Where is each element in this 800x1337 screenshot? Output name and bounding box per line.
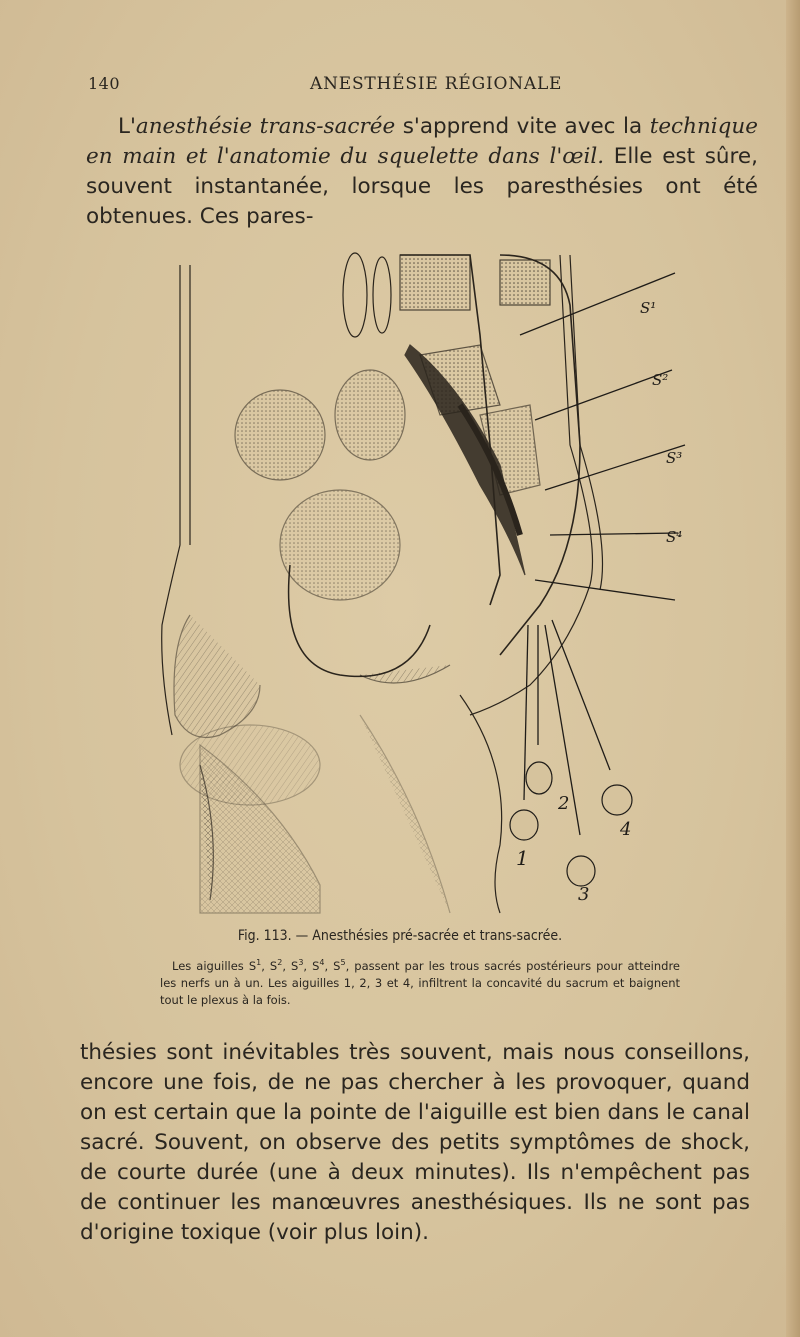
pelvis-illustration	[160, 245, 683, 913]
running-title: ANESTHÉSIE RÉGIONALE	[310, 74, 563, 94]
legend-sup: 2	[277, 958, 283, 967]
page-number: 140	[88, 74, 121, 93]
legend-text: , S	[303, 958, 320, 973]
page-header	[0, 74, 800, 96]
figure-legend	[160, 954, 680, 1009]
paragraph-text: Elle est sûre, souvent instantanée, lorsque les paresthésies ont été obtenues. Ces pares-	[86, 144, 758, 229]
paragraph-top	[86, 112, 758, 232]
paragraph-text: s'apprend vite avec la	[395, 114, 650, 139]
syringe-2	[526, 762, 552, 794]
italic-phrase: technique en main et l'anatomie du squelette dans l'œil.	[86, 114, 758, 169]
legend-sup: 4	[319, 958, 325, 967]
label-needle-1: 1	[516, 846, 529, 870]
label-needle-2: 2	[558, 793, 570, 814]
legend-sup: 3	[298, 958, 304, 967]
figure-caption: Fig. 113. — Anesthésies pré-sacrée et trans-sacrée.	[237, 928, 563, 944]
paragraph-text: L'	[118, 114, 136, 139]
syringe-4	[602, 785, 632, 815]
syringe-1	[510, 810, 538, 840]
legend-text: , S	[282, 958, 299, 973]
legend-text: , S	[324, 958, 341, 973]
anatomical-figure	[160, 245, 683, 913]
legend-sup: 5	[340, 958, 346, 967]
label-s1: S¹	[640, 299, 657, 317]
syringe-3	[567, 856, 595, 886]
italic-term: anesthésie trans-sacrée	[135, 114, 396, 139]
label-s3: S³	[666, 449, 683, 467]
legend-text: Les aiguilles S	[172, 958, 257, 973]
legend-text: , passent par les trous sacrés postérieurs pour atteindre les nerfs un à un. Les aiguilles 1, 2, 3 et 4, infiltrent la concavité du sacrum et baignent tout le plexus à la fois.	[160, 958, 680, 1007]
label-s4: S⁴	[666, 528, 683, 546]
page-edge	[786, 0, 800, 1337]
label-s2: S²	[652, 371, 669, 389]
legend-sup: 1	[256, 958, 262, 967]
label-needle-3: 3	[578, 884, 590, 905]
legend-text: , S	[261, 958, 278, 973]
label-needle-4: 4	[620, 819, 632, 840]
paragraph-bottom: thésies sont inévitables très souvent, mais nous conseillons, encore une fois, de ne pas chercher à les provoquer, quand on est certain que la pointe de l'aiguille est bien dans le canal sacré. Souvent, on observe des petits symptômes de shock, de courte durée (une à deux minutes). Ils n'empêchent pas de continuer les manœuvres anesthésiques. Ils ne sont pas d'origine toxique (voir plus loin).	[80, 1040, 750, 1245]
